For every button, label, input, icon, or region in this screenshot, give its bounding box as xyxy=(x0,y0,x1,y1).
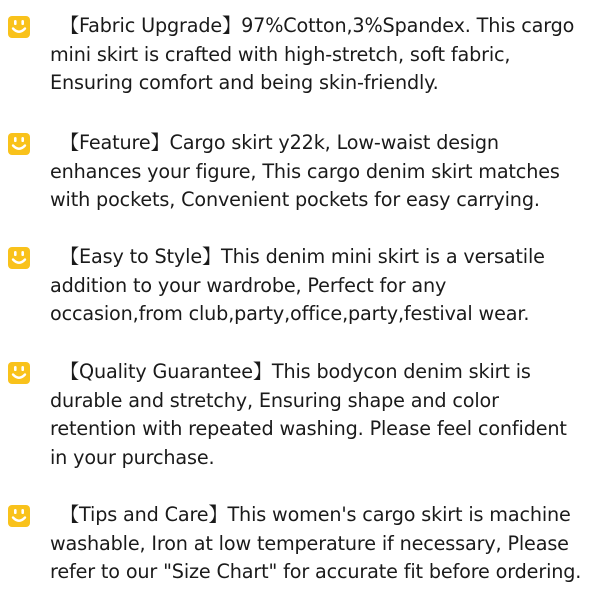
smiling-face-icon xyxy=(8,247,30,269)
feature-line: 【Quality Guarantee】This bodycon denim skirt is xyxy=(60,360,531,383)
feature-line: mini skirt is crafted with high-stretch, soft fabric, xyxy=(50,42,511,66)
smiling-face-icon xyxy=(8,505,30,527)
feature-text xyxy=(50,129,596,215)
feature-line: addition to your wardrobe, Perfect for any xyxy=(50,273,447,297)
feature-quality-guarantee xyxy=(8,358,596,472)
feature-line: durable and stretchy, Ensuring shape and color xyxy=(50,388,499,412)
feature-line: 【Tips and Care】This women's cargo skirt is machine xyxy=(60,503,571,526)
feature-text xyxy=(50,358,596,472)
feature-line: in your purchase. xyxy=(50,445,215,469)
feature-line: enhances your figure, This cargo denim skirt matches xyxy=(50,159,560,183)
feature-line: 【Easy to Style】This denim mini skirt is a versatile xyxy=(60,245,545,268)
feature-line: with pockets, Convenient pockets for easy carrying. xyxy=(50,188,540,211)
feature-easy-to-style xyxy=(8,243,596,329)
feature-text xyxy=(50,243,596,329)
feature-line: refer to our "Size Chart" for accurate fit before ordering. xyxy=(50,560,582,583)
feature-design xyxy=(8,129,596,215)
feature-text xyxy=(50,501,596,587)
feature-line: 【Fabric Upgrade】97%Cotton,3%Spandex. This cargo xyxy=(60,14,575,37)
feature-line: retention with repeated washing. Please feel confident xyxy=(50,417,567,440)
smiling-face-icon xyxy=(8,362,30,384)
smiling-face-icon xyxy=(8,16,30,38)
feature-line: Ensuring comfort and being skin-friendly. xyxy=(50,71,439,94)
feature-text xyxy=(50,12,596,98)
feature-fabric-upgrade xyxy=(8,12,596,98)
feature-line: occasion,from club,party,office,party,festival wear. xyxy=(50,302,530,325)
feature-line: 【Feature】Cargo skirt y22k, Low-waist design xyxy=(60,131,499,154)
smiling-face-icon xyxy=(8,133,30,155)
feature-tips-and-care xyxy=(8,501,596,587)
feature-line: washable, Iron at low temperature if necessary, Please xyxy=(50,531,569,555)
